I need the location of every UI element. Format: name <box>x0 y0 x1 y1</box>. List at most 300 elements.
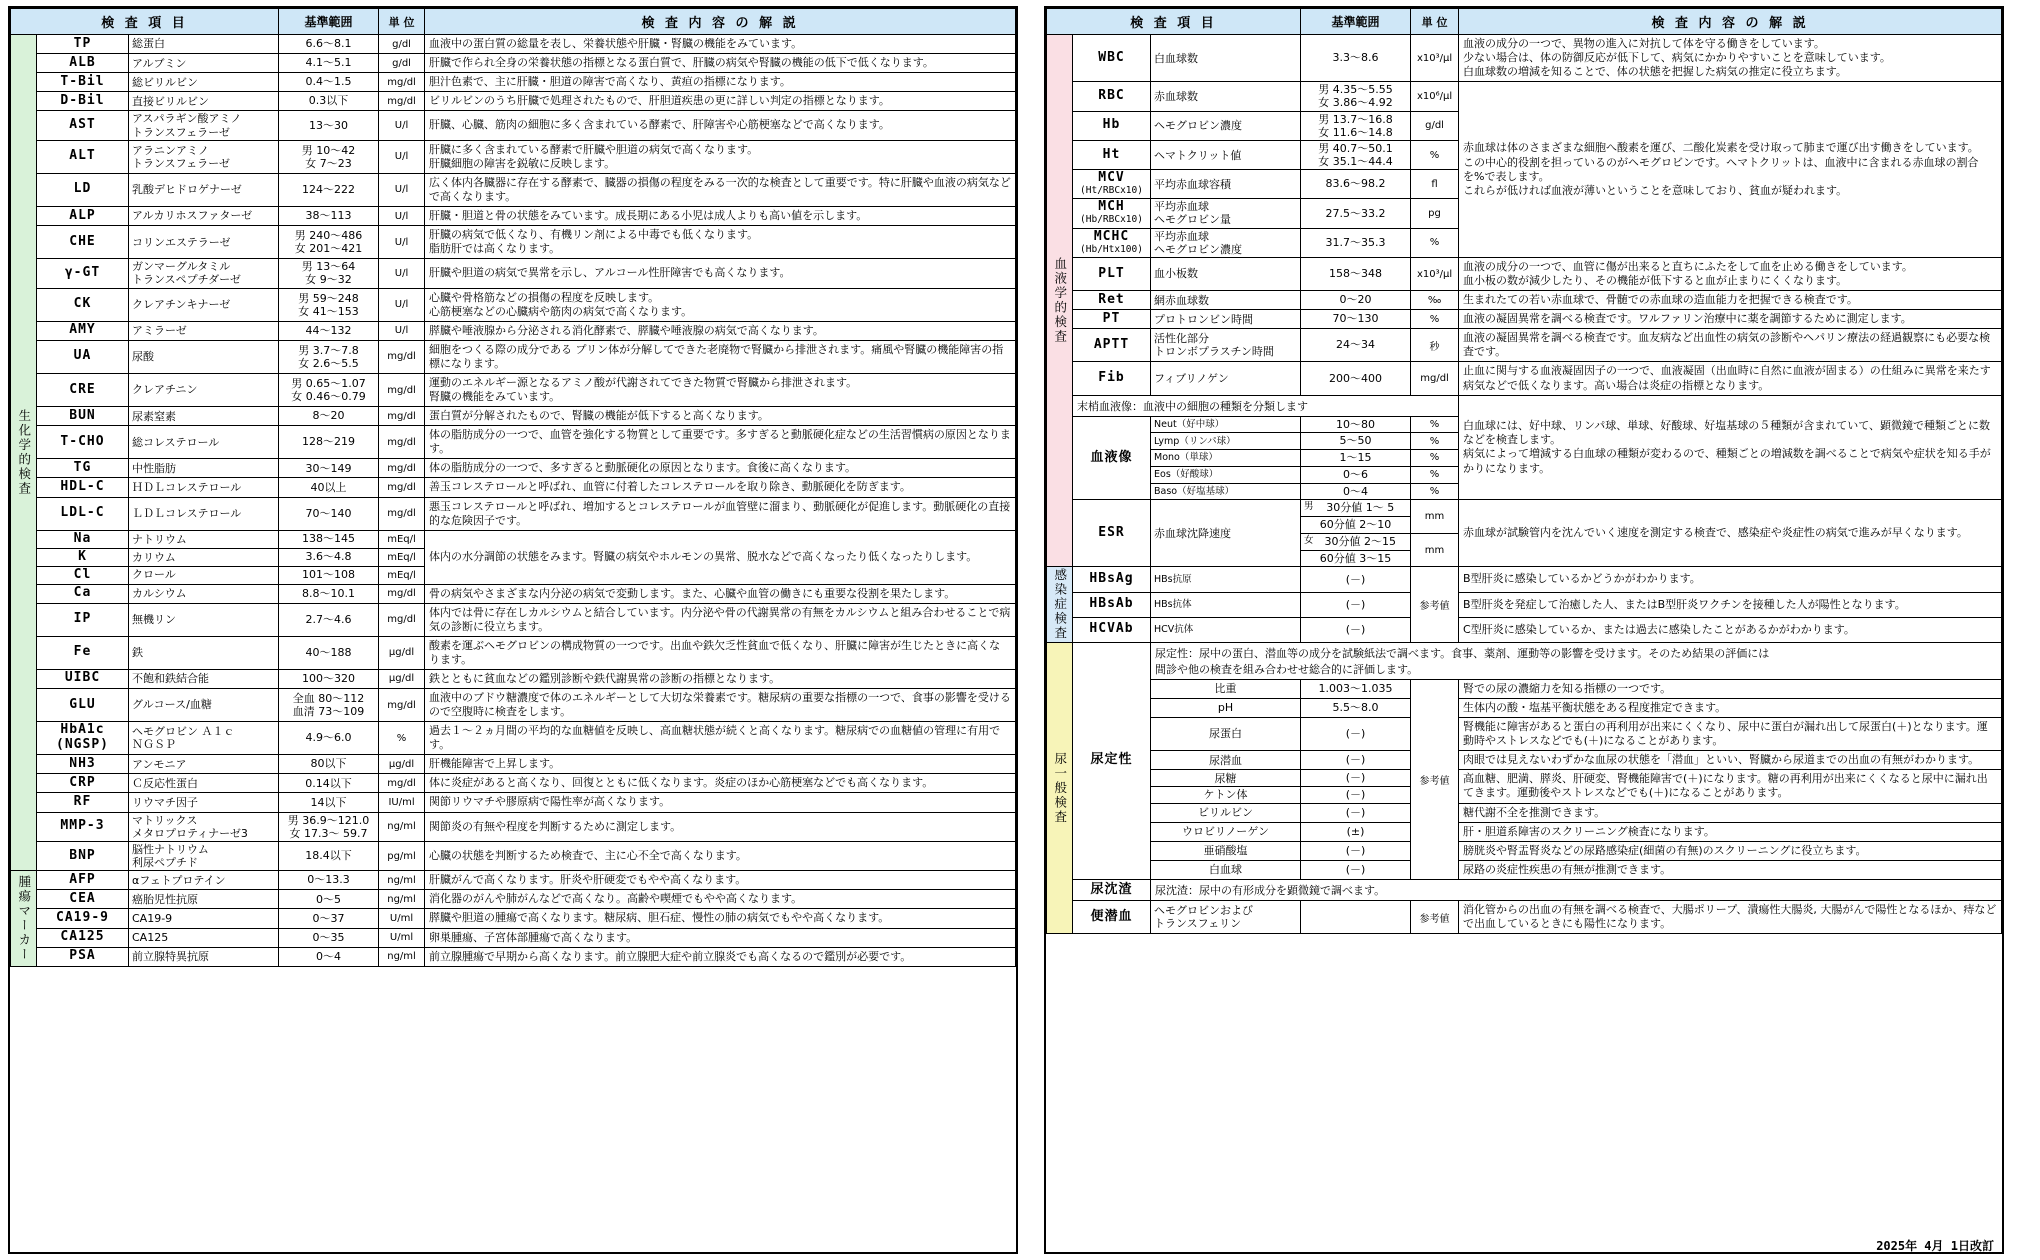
unit: % <box>379 722 425 755</box>
table-row <box>11 407 1016 426</box>
reference-range: 38～113 <box>279 207 379 226</box>
urine-item-name: 亜硝酸塩 <box>1151 841 1301 860</box>
test-name: 乳酸デヒドロゲナーゼ <box>129 173 279 206</box>
test-name: アスパラギン酸アミノ トランスフェラーゼ <box>129 111 279 140</box>
test-description: 善玉コレステロールと呼ばれ、血管に付着したコレステロールを取り除き、動脈硬化を防ぎます。 <box>425 478 1016 497</box>
reference-range: 0～20 <box>1301 291 1411 310</box>
test-code: CRE <box>37 374 129 407</box>
group-label-hematology: 血液学的検査 <box>1047 35 1073 567</box>
reference-range: (－) <box>1301 751 1411 770</box>
test-name: クレアチニン <box>129 374 279 407</box>
test-description: 生まれたての若い赤血球で、骨髄での赤血球の造血能力を把握できる検査です。 <box>1459 291 2002 310</box>
table-row <box>11 530 1016 548</box>
table-row <box>11 497 1016 530</box>
reference-range: 0～4 <box>1301 483 1411 500</box>
reference-range: (－) <box>1301 860 1411 879</box>
unit: μg/dl <box>379 669 425 688</box>
reference-range: 70～130 <box>1301 310 1411 329</box>
test-description: 骨の病気やさまざまな内分泌の病気で変動します。また、心臓や血管の働きにも重要な役割を果たします。 <box>425 584 1016 603</box>
test-description: 肝臓がんで高くなります。肝炎や肝硬変でもやや高くなります。 <box>425 871 1016 890</box>
unit: % <box>1411 450 1459 467</box>
unit: U/l <box>379 140 425 173</box>
test-name: 不飽和鉄結合能 <box>129 669 279 688</box>
blood-smear-label: 血液像 <box>1073 416 1151 500</box>
urine-sediment-note: 尿沈渣：尿中の有形成分を顕微鏡で調べます。 <box>1151 880 2002 901</box>
reference-range: 13～30 <box>279 111 379 140</box>
reference-range: 3.6～4.8 <box>279 548 379 566</box>
reference-range: 24～34 <box>1301 329 1411 362</box>
unit: mg/dl <box>379 374 425 407</box>
test-code: ALT <box>37 140 129 173</box>
unit: mg/dl <box>379 497 425 530</box>
test-code: Ht <box>1073 140 1151 169</box>
header-desc: 検 査 内 容 の 解 説 <box>1459 9 2002 35</box>
test-description: 関節リウマチや膠原病で陽性率が高くなります。 <box>425 793 1016 812</box>
unit: U/l <box>379 207 425 226</box>
unit: x10³/μl <box>1411 257 1459 290</box>
header-unit: 単 位 <box>1411 9 1459 35</box>
unit: ng/ml <box>379 947 425 966</box>
cell-type-name: Baso（好塩基球） <box>1151 483 1301 500</box>
table-row <box>11 584 1016 603</box>
unit: mg/dl <box>379 478 425 497</box>
table-row <box>11 259 1016 288</box>
header-item: 検 査 項 目 <box>11 9 279 35</box>
urine-qualitative-label: 尿定性 <box>1073 642 1151 879</box>
table-row <box>11 603 1016 636</box>
test-code: MCHC (Hb/Htx100) <box>1073 228 1151 257</box>
test-description: ビリルビンのうち肝臓で処理されたもので、肝胆道疾患の更に詳しい判定の指標となります。 <box>425 92 1016 111</box>
reference-range: 1.003～1.035 <box>1301 679 1411 698</box>
table-row <box>1047 257 2002 290</box>
reference-range: 10～80 <box>1301 416 1411 433</box>
test-name: ＨＤＬコレステロール <box>129 478 279 497</box>
test-code: GLU <box>37 688 129 721</box>
reference-range: 6.6～8.1 <box>279 35 379 54</box>
test-name: 赤血球沈降速度 <box>1151 500 1301 567</box>
table-header-row <box>11 9 1016 35</box>
test-name: 中性脂肪 <box>129 459 279 478</box>
test-name: CA125 <box>129 928 279 947</box>
reference-range: (－) <box>1301 718 1411 751</box>
reference-range: 男 0.65～1.07 女 0.46～0.79 <box>279 374 379 407</box>
reference-range: 女 30分値 2～15 <box>1301 533 1411 550</box>
fecal-occult-blood-label: 便潜血 <box>1073 901 1151 934</box>
test-code: MCH (Hb/RBCx10) <box>1073 199 1151 228</box>
test-code: UIBC <box>37 669 129 688</box>
test-name: ヘモグロビン濃度 <box>1151 111 1301 140</box>
test-code: BUN <box>37 407 129 426</box>
blood-smear-note-row <box>1047 395 2002 416</box>
header-item: 検 査 項 目 <box>1047 9 1301 35</box>
table-row <box>11 890 1016 909</box>
test-description: 胆汁色素で、主に肝臓・胆道の障害で高くなり、黄疸の指標になります。 <box>425 73 1016 92</box>
test-code: Ca <box>37 584 129 603</box>
urine-description: 膀胱炎や腎盂腎炎などの尿路感染症(細菌の有無)のスクリーニングに役立ちます。 <box>1459 841 2002 860</box>
table-row <box>11 947 1016 966</box>
urine-description: 肝・胆道系障害のスクリーニング検査になります。 <box>1459 822 2002 841</box>
test-description: 膵臓や唾液腺から分泌される消化酵素で、膵臓や唾液腺の病気で高くなります。 <box>425 321 1016 340</box>
reference-range: 18.4以下 <box>279 841 379 870</box>
reference-range: 158～348 <box>1301 257 1411 290</box>
urine-item-name: ウロビリノーゲン <box>1151 822 1301 841</box>
reference-range: 27.5～33.2 <box>1301 199 1411 228</box>
header-range: 基準範囲 <box>1301 9 1411 35</box>
table-row <box>11 321 1016 340</box>
table-row <box>1047 592 2002 617</box>
unit: U/l <box>379 259 425 288</box>
unit: % <box>1411 466 1459 483</box>
test-name: アラニンアミノ トランスフェラーゼ <box>129 140 279 173</box>
reference-range: 0～5 <box>279 890 379 909</box>
test-description: 肝臓の病気で低くなり、有機リン剤による中毒でも低くなります。 脂肪肝では高くなります。 <box>425 226 1016 259</box>
unit: mEq/l <box>379 566 425 584</box>
reference-range: 男 240～486 女 201～421 <box>279 226 379 259</box>
test-code: HCVAb <box>1073 617 1151 642</box>
reference-range: (－) <box>1301 592 1411 617</box>
fecal-occult-blood-description: 消化管からの出血の有無を調べる検査で、大腸ポリープ、潰瘍性大腸炎, 大腸がんで陽性となるほか、痔などで出血しているときにも陽性になります。 <box>1459 901 2002 934</box>
test-name: HCV抗体 <box>1151 617 1301 642</box>
reference-range: 100～320 <box>279 669 379 688</box>
test-code: ALP <box>37 207 129 226</box>
reference-range: 200～400 <box>1301 362 1411 395</box>
test-description: 肝臓、心臓、筋肉の細胞に多く含まれている酵素で、肝障害や心筋梗塞などで高くなります。 <box>425 111 1016 140</box>
reference-range: 8～20 <box>279 407 379 426</box>
test-name: HBs抗体 <box>1151 592 1301 617</box>
test-description: 体内の水分調節の状態をみます。腎臓の病気やホルモンの異常、脱水などで高くなったり低くなったりします。 <box>425 530 1016 584</box>
table-row <box>11 688 1016 721</box>
test-description: 体に炎症があると高くなり、回復とともに低くなります。炎症のほか心筋梗塞などでも高くなります。 <box>425 774 1016 793</box>
reference-range: 男 4.35～5.55 女 3.86～4.92 <box>1301 82 1411 111</box>
test-description: 体の脂肪成分の一つで、多すぎると動脈硬化の原因となります。食後に高くなります。 <box>425 459 1016 478</box>
table-row <box>1047 698 2002 717</box>
test-description: 血液の凝固異常を調べる検査です。血友病など出血性の病気の診断やヘパリン療法の経過観察にも必要な検査です。 <box>1459 329 2002 362</box>
table-row <box>1047 310 2002 329</box>
blood-smear-description: 白血球には、好中球、リンパ球、単球、好酸球、好塩基球の５種類が含まれていて、顕微鏡で種類ごとに数などを検査します。 病気によって増減する白血球の種類が変わるので、種類ごとの増減数を調べることで病気や症状を知る手がかりになります。 <box>1459 395 2002 500</box>
reference-range: 男 36.9～121.0 女 17.3～ 59.7 <box>279 812 379 841</box>
test-code: PLT <box>1073 257 1151 290</box>
reference-range: 128～219 <box>279 426 379 459</box>
test-description: B型肝炎を発症して治癒した人、またはB型肝炎ワクチンを接種した人が陽性となります。 <box>1459 592 2002 617</box>
test-name: マトリックス メタロプロティナーゼ3 <box>129 812 279 841</box>
reference-range: 男 10～42 女 7～23 <box>279 140 379 173</box>
unit: U/l <box>379 288 425 321</box>
urine-item-name: ビリルビン <box>1151 803 1301 822</box>
test-name: αフェトプロテイン <box>129 871 279 890</box>
test-description: 酸素を運ぶヘモグロビンの構成物質の一つです。出血や鉄欠乏性貧血で低くなり、肝臓に障害が生じたときに高くなります。 <box>425 636 1016 669</box>
unit: U/l <box>379 321 425 340</box>
unit: 秒 <box>1411 329 1459 362</box>
test-description: 消化器のがんや肺がんなどで高くなり。高齢や喫煙でもやや高くなります。 <box>425 890 1016 909</box>
cell-type-name: Mono（単球） <box>1151 450 1301 467</box>
unit: mg/dl <box>379 92 425 111</box>
group-label-tumor-marker: 腫瘍マーカー <box>11 871 37 966</box>
test-code: ESR <box>1073 500 1151 567</box>
reference-range: 4.9～6.0 <box>279 722 379 755</box>
test-name: ＬＤＬコレステロール <box>129 497 279 530</box>
test-code: CRP <box>37 774 129 793</box>
test-code: HBsAb <box>1073 592 1151 617</box>
table-header-row-right <box>1047 9 2002 35</box>
test-description: 鉄とともに貧血などの鑑別診断や鉄代謝異常の診断の指標となります。 <box>425 669 1016 688</box>
table-row <box>1047 770 2002 787</box>
urine-item-name: 尿潜血 <box>1151 751 1301 770</box>
reference-range: 0～4 <box>279 947 379 966</box>
test-name: 脳性ナトリウム 利尿ペプチド <box>129 841 279 870</box>
table-row <box>11 841 1016 870</box>
table-row <box>1047 841 2002 860</box>
hematology-table <box>1046 8 2002 934</box>
test-description: 体の脂肪成分の一つで、血管を強化する物質として重要です。多すぎると動脈硬化症などの生活習慣病の原因となります。 <box>425 426 1016 459</box>
reference-range: (－) <box>1301 567 1411 592</box>
header-unit: 単 位 <box>379 9 425 35</box>
test-name: 赤血球数 <box>1151 82 1301 111</box>
test-description: 肝臓・胆道と骨の状態をみています。成長期にある小児は成人よりも高い値を示します。 <box>425 207 1016 226</box>
test-code: γ-GT <box>37 259 129 288</box>
test-code: TG <box>37 459 129 478</box>
urine-sediment-row <box>1047 880 2002 901</box>
reference-range: 0～6 <box>1301 466 1411 483</box>
reference-range: (－) <box>1301 617 1411 642</box>
test-description: 心臓の状態を判断するため検査で、主に心不全で高くなります。 <box>425 841 1016 870</box>
table-row <box>1047 82 2002 111</box>
fecal-occult-blood-row <box>1047 901 2002 934</box>
test-description: 広く体内各臓器に存在する酵素で、臓器の損傷の程度をみる一次的な検査として重要です。特に肝臓や血液の病気などで高くなります。 <box>425 173 1016 206</box>
reference-range: 40以上 <box>279 478 379 497</box>
test-name: フィブリノゲン <box>1151 362 1301 395</box>
test-name: クレアチンキナーゼ <box>129 288 279 321</box>
test-description: 肝機能障害で上昇します。 <box>425 755 1016 774</box>
test-code: LDL-C <box>37 497 129 530</box>
table-row <box>11 340 1016 373</box>
table-row <box>11 755 1016 774</box>
biochemistry-table <box>10 8 1016 967</box>
test-description: 蛋白質が分解されたもので、腎臓の機能が低下すると高くなります。 <box>425 407 1016 426</box>
urine-description: 尿路の炎症性疾患の有無が推測できます。 <box>1459 860 2002 879</box>
blood-smear-note: 末梢血液像：血液中の細胞の種類を分類します <box>1073 395 1459 416</box>
table-row <box>1047 362 2002 395</box>
unit: mg/dl <box>379 774 425 793</box>
unit: x10³/μl <box>1411 35 1459 82</box>
unit: mEq/l <box>379 548 425 566</box>
test-name: 白血球数 <box>1151 35 1301 82</box>
test-description: 赤血球が試験管内を沈んでいく速度を測定する検査で、感染症や炎症性の病気で進みが早くなります。 <box>1459 500 2002 567</box>
left-table-panel <box>8 6 1018 1254</box>
table-row <box>11 173 1016 206</box>
test-name: HBs抗原 <box>1151 567 1301 592</box>
table-row <box>11 226 1016 259</box>
test-description: 悪玉コレステロールと呼ばれ、増加するとコレステロールが血管壁に溜まり、動脈硬化が促進します。動脈硬化の直接的な危険因子です。 <box>425 497 1016 530</box>
test-name: リウマチ因子 <box>129 793 279 812</box>
table-row <box>11 288 1016 321</box>
test-name: アルカリホスファターゼ <box>129 207 279 226</box>
test-description: 血液中の蛋白質の総量を表し、栄養状態や肝臓・腎臓の機能をみています。 <box>425 35 1016 54</box>
test-description: 細胞をつくる際の成分である プリン体が分解してできた老廃物で腎臓から排泄されます。痛風や腎臓の機能障害の指標になります。 <box>425 340 1016 373</box>
unit: mg/dl <box>379 426 425 459</box>
reference-range: 83.6～98.2 <box>1301 170 1411 199</box>
table-row <box>1047 803 2002 822</box>
test-description: 体内では骨に存在しカルシウムと結合しています。内分泌や骨の代謝異常の有無をカルシウムと組み合わせることで病気の診断に役立ちます。 <box>425 603 1016 636</box>
table-row <box>1047 567 2002 592</box>
urine-description: 生体内の酸・塩基平衡状態をある程度推定できます。 <box>1459 698 2002 717</box>
unit: % <box>1411 416 1459 433</box>
unit: mEq/l <box>379 530 425 548</box>
reference-range: 男 3.7～7.8 女 2.6～5.5 <box>279 340 379 373</box>
urine-item-name: 白血球 <box>1151 860 1301 879</box>
test-code: Fib <box>1073 362 1151 395</box>
reference-range <box>1301 901 1411 934</box>
reference-range: 男 40.7～50.1 女 35.1～44.4 <box>1301 140 1411 169</box>
table-row <box>11 207 1016 226</box>
test-description: 過去１～２ヵ月間の平均的な血糖値を反映し、高血糖状態が続くと高くなります。糖尿病での血糖値の管理に有用です。 <box>425 722 1016 755</box>
unit: U/l <box>379 173 425 206</box>
reference-range: 0～13.3 <box>279 871 379 890</box>
test-code: ALB <box>37 54 129 73</box>
unit: % <box>1411 483 1459 500</box>
test-code: BNP <box>37 841 129 870</box>
table-row <box>1047 822 2002 841</box>
test-name: アミラーゼ <box>129 321 279 340</box>
test-name: 総蛋白 <box>129 35 279 54</box>
reference-range: 80以下 <box>279 755 379 774</box>
test-code: WBC <box>1073 35 1151 82</box>
test-description: 卵巣腫瘍、子宮体部腫瘍で高くなります。 <box>425 928 1016 947</box>
unit: μg/dl <box>379 755 425 774</box>
unit: U/ml <box>379 928 425 947</box>
unit: IU/ml <box>379 793 425 812</box>
table-row <box>11 73 1016 92</box>
test-description: 血液中のブドウ糖濃度で体のエネルギーとして大切な栄養素です。糖尿病の重要な指標の一つで、食事の影響を受けるので空腹時に検査をします。 <box>425 688 1016 721</box>
table-row <box>1047 679 2002 698</box>
test-code: K <box>37 548 129 566</box>
test-code: PSA <box>37 947 129 966</box>
test-name: ヘモグロビン Ａ１ｃ ＮＧＳＰ <box>129 722 279 755</box>
urine-description: 腎機能に障害があると蛋白の再利用が出来にくくなり、尿中に蛋白が漏れ出して尿蛋白(＋)となります。運動時やストレスなどでも(＋)になることがあります。 <box>1459 718 2002 751</box>
test-code: Cl <box>37 566 129 584</box>
reference-range: 31.7～35.3 <box>1301 228 1411 257</box>
test-description: 心臓や骨格筋などの損傷の程度を反映します。 心筋梗塞などの心臓病や筋肉の病気で高くなります。 <box>425 288 1016 321</box>
urine-qualitative-note: 尿定性：尿中の蛋白、潜血等の成分を試験紙法で調べます。食事、薬剤、運動等の影響を受けます。そのため結果の評価には 間診や他の検査を組み合わせせ総合的に評価します。 <box>1151 642 2002 679</box>
test-name: Ｃ反応性蛋白 <box>129 774 279 793</box>
unit: mg/dl <box>379 73 425 92</box>
test-code: CK <box>37 288 129 321</box>
test-code: Hb <box>1073 111 1151 140</box>
reference-range: 40～188 <box>279 636 379 669</box>
test-description: 止血に関与する血液凝固因子の一つで、血液凝固（出血時に自然に血液が固まる）の仕組みに異常を来たす病気などで低くなります。高い場合は炎症の指標となります。 <box>1459 362 2002 395</box>
urine-item-name: 尿蛋白 <box>1151 718 1301 751</box>
test-name: ヘマトクリット値 <box>1151 140 1301 169</box>
table-row <box>11 426 1016 459</box>
reference-range: 0～37 <box>279 909 379 928</box>
table-row <box>11 669 1016 688</box>
reference-range: 30～149 <box>279 459 379 478</box>
unit: % <box>1411 310 1459 329</box>
test-description: 血液の成分の一つで、血管に傷が出来ると直ちにふたをして血を止める働きをしています。 血小板の数が減少したり、その機能が低下すると血が止まりにくくなります。 <box>1459 257 2002 290</box>
reference-range: 3.3～8.6 <box>1301 35 1411 82</box>
table-row <box>11 459 1016 478</box>
reference-range: 44～132 <box>279 321 379 340</box>
reference-range: (－) <box>1301 786 1411 803</box>
test-code: T-CHO <box>37 426 129 459</box>
test-name: コリンエステラーゼ <box>129 226 279 259</box>
fecal-occult-blood-name: ヘモグロビンおよび トランスフェリン <box>1151 901 1301 934</box>
unit: mm <box>1411 533 1459 567</box>
urine-sediment-label: 尿沈渣 <box>1073 880 1151 901</box>
reference-range: 70～140 <box>279 497 379 530</box>
cell-type-name: Neut（好中球） <box>1151 416 1301 433</box>
test-code: RBC <box>1073 82 1151 111</box>
unit: U/l <box>379 226 425 259</box>
reference-range: 1～15 <box>1301 450 1411 467</box>
reference-range: (－) <box>1301 803 1411 822</box>
group-label-urine: 尿一般検査 <box>1047 642 1073 933</box>
reference-range: 全血 80～112 血清 73～109 <box>279 688 379 721</box>
test-name: 前立腺特異抗原 <box>129 947 279 966</box>
test-description: 肝臓に多く含まれている酵素で肝臓や胆道の病気で高くなります。 肝臓細胞の障害を鋭敏に反映します。 <box>425 140 1016 173</box>
unit: g/dl <box>379 54 425 73</box>
test-name: CA19-9 <box>129 909 279 928</box>
test-code: RF <box>37 793 129 812</box>
test-description: 運動のエネルギー源となるアミノ酸が代謝されてできた物質で腎臓から排泄されます。 腎臓の機能をみています。 <box>425 374 1016 407</box>
test-code: CEA <box>37 890 129 909</box>
reference-range: (±) <box>1301 822 1411 841</box>
test-code: TP <box>37 35 129 54</box>
table-row <box>11 478 1016 497</box>
table-row <box>1047 860 2002 879</box>
urine-item-name: pH <box>1151 698 1301 717</box>
unit: ‰ <box>1411 291 1459 310</box>
test-name: 尿素窒素 <box>129 407 279 426</box>
reference-range: 138～145 <box>279 530 379 548</box>
reference-range: 0.4～1.5 <box>279 73 379 92</box>
unit: g/dl <box>379 35 425 54</box>
unit: pg <box>1411 199 1459 228</box>
test-name: ガンマーグルタミル トランスペプチダーゼ <box>129 259 279 288</box>
table-row <box>11 909 1016 928</box>
reference-range: 0.3以下 <box>279 92 379 111</box>
reference-range: 男 13.7～16.8 女 11.6～14.8 <box>1301 111 1411 140</box>
test-name: 平均赤血球容積 <box>1151 170 1301 199</box>
test-code: UA <box>37 340 129 373</box>
table-row <box>11 92 1016 111</box>
table-row <box>11 793 1016 812</box>
test-description: 肝臓や胆道の病気で異常を示し、アルコール性肝障害でも高くなります。 <box>425 259 1016 288</box>
urine-description: 高血糖、肥満、膵炎、肝硬変、腎機能障害で(＋)になります。糖の再利用が出来にくくなると尿中に漏れ出てきます。運動後やストレスなどでも(＋)になることがあります。 <box>1459 770 2002 804</box>
unit: U/ml <box>379 909 425 928</box>
test-name: 癌胎児性抗原 <box>129 890 279 909</box>
reference-range: 男 30分値 1～ 5 <box>1301 500 1411 517</box>
test-code: HbA1c (NGSP) <box>37 722 129 755</box>
unit: % <box>1411 140 1459 169</box>
test-code: LD <box>37 173 129 206</box>
reference-range: 5.5～8.0 <box>1301 698 1411 717</box>
test-code: CA19-9 <box>37 909 129 928</box>
group-label-infection: 感染症検査 <box>1047 567 1073 643</box>
test-name: アンモニア <box>129 755 279 774</box>
table-row <box>1047 500 2002 517</box>
table-row <box>11 374 1016 407</box>
test-description: 赤血球は体のさまざまな細胞へ酸素を運び、二酸化炭素を受け取って肺まで運び出す働きをしています。 この中心的役割を担っているのがヘモグロビンです。ヘマトクリットは、血液中に含まれる赤血球の割合を%で表します。 これらが低ければ血液が薄いということを意味しており、貧血が疑われます。 <box>1459 82 2002 258</box>
reference-range: 5～50 <box>1301 433 1411 450</box>
test-description: 前立腺腫瘍で早期から高くなります。前立腺肥大症や前立腺炎でも高くなるので鑑別が必要です。 <box>425 947 1016 966</box>
unit: % <box>1411 228 1459 257</box>
test-code: Na <box>37 530 129 548</box>
table-row <box>1047 291 2002 310</box>
test-name: 平均赤血球 ヘモグロビン濃度 <box>1151 228 1301 257</box>
test-name: 活性化部分 トロンボプラスチン時間 <box>1151 329 1301 362</box>
reference-range: 124～222 <box>279 173 379 206</box>
test-code: HDL-C <box>37 478 129 497</box>
